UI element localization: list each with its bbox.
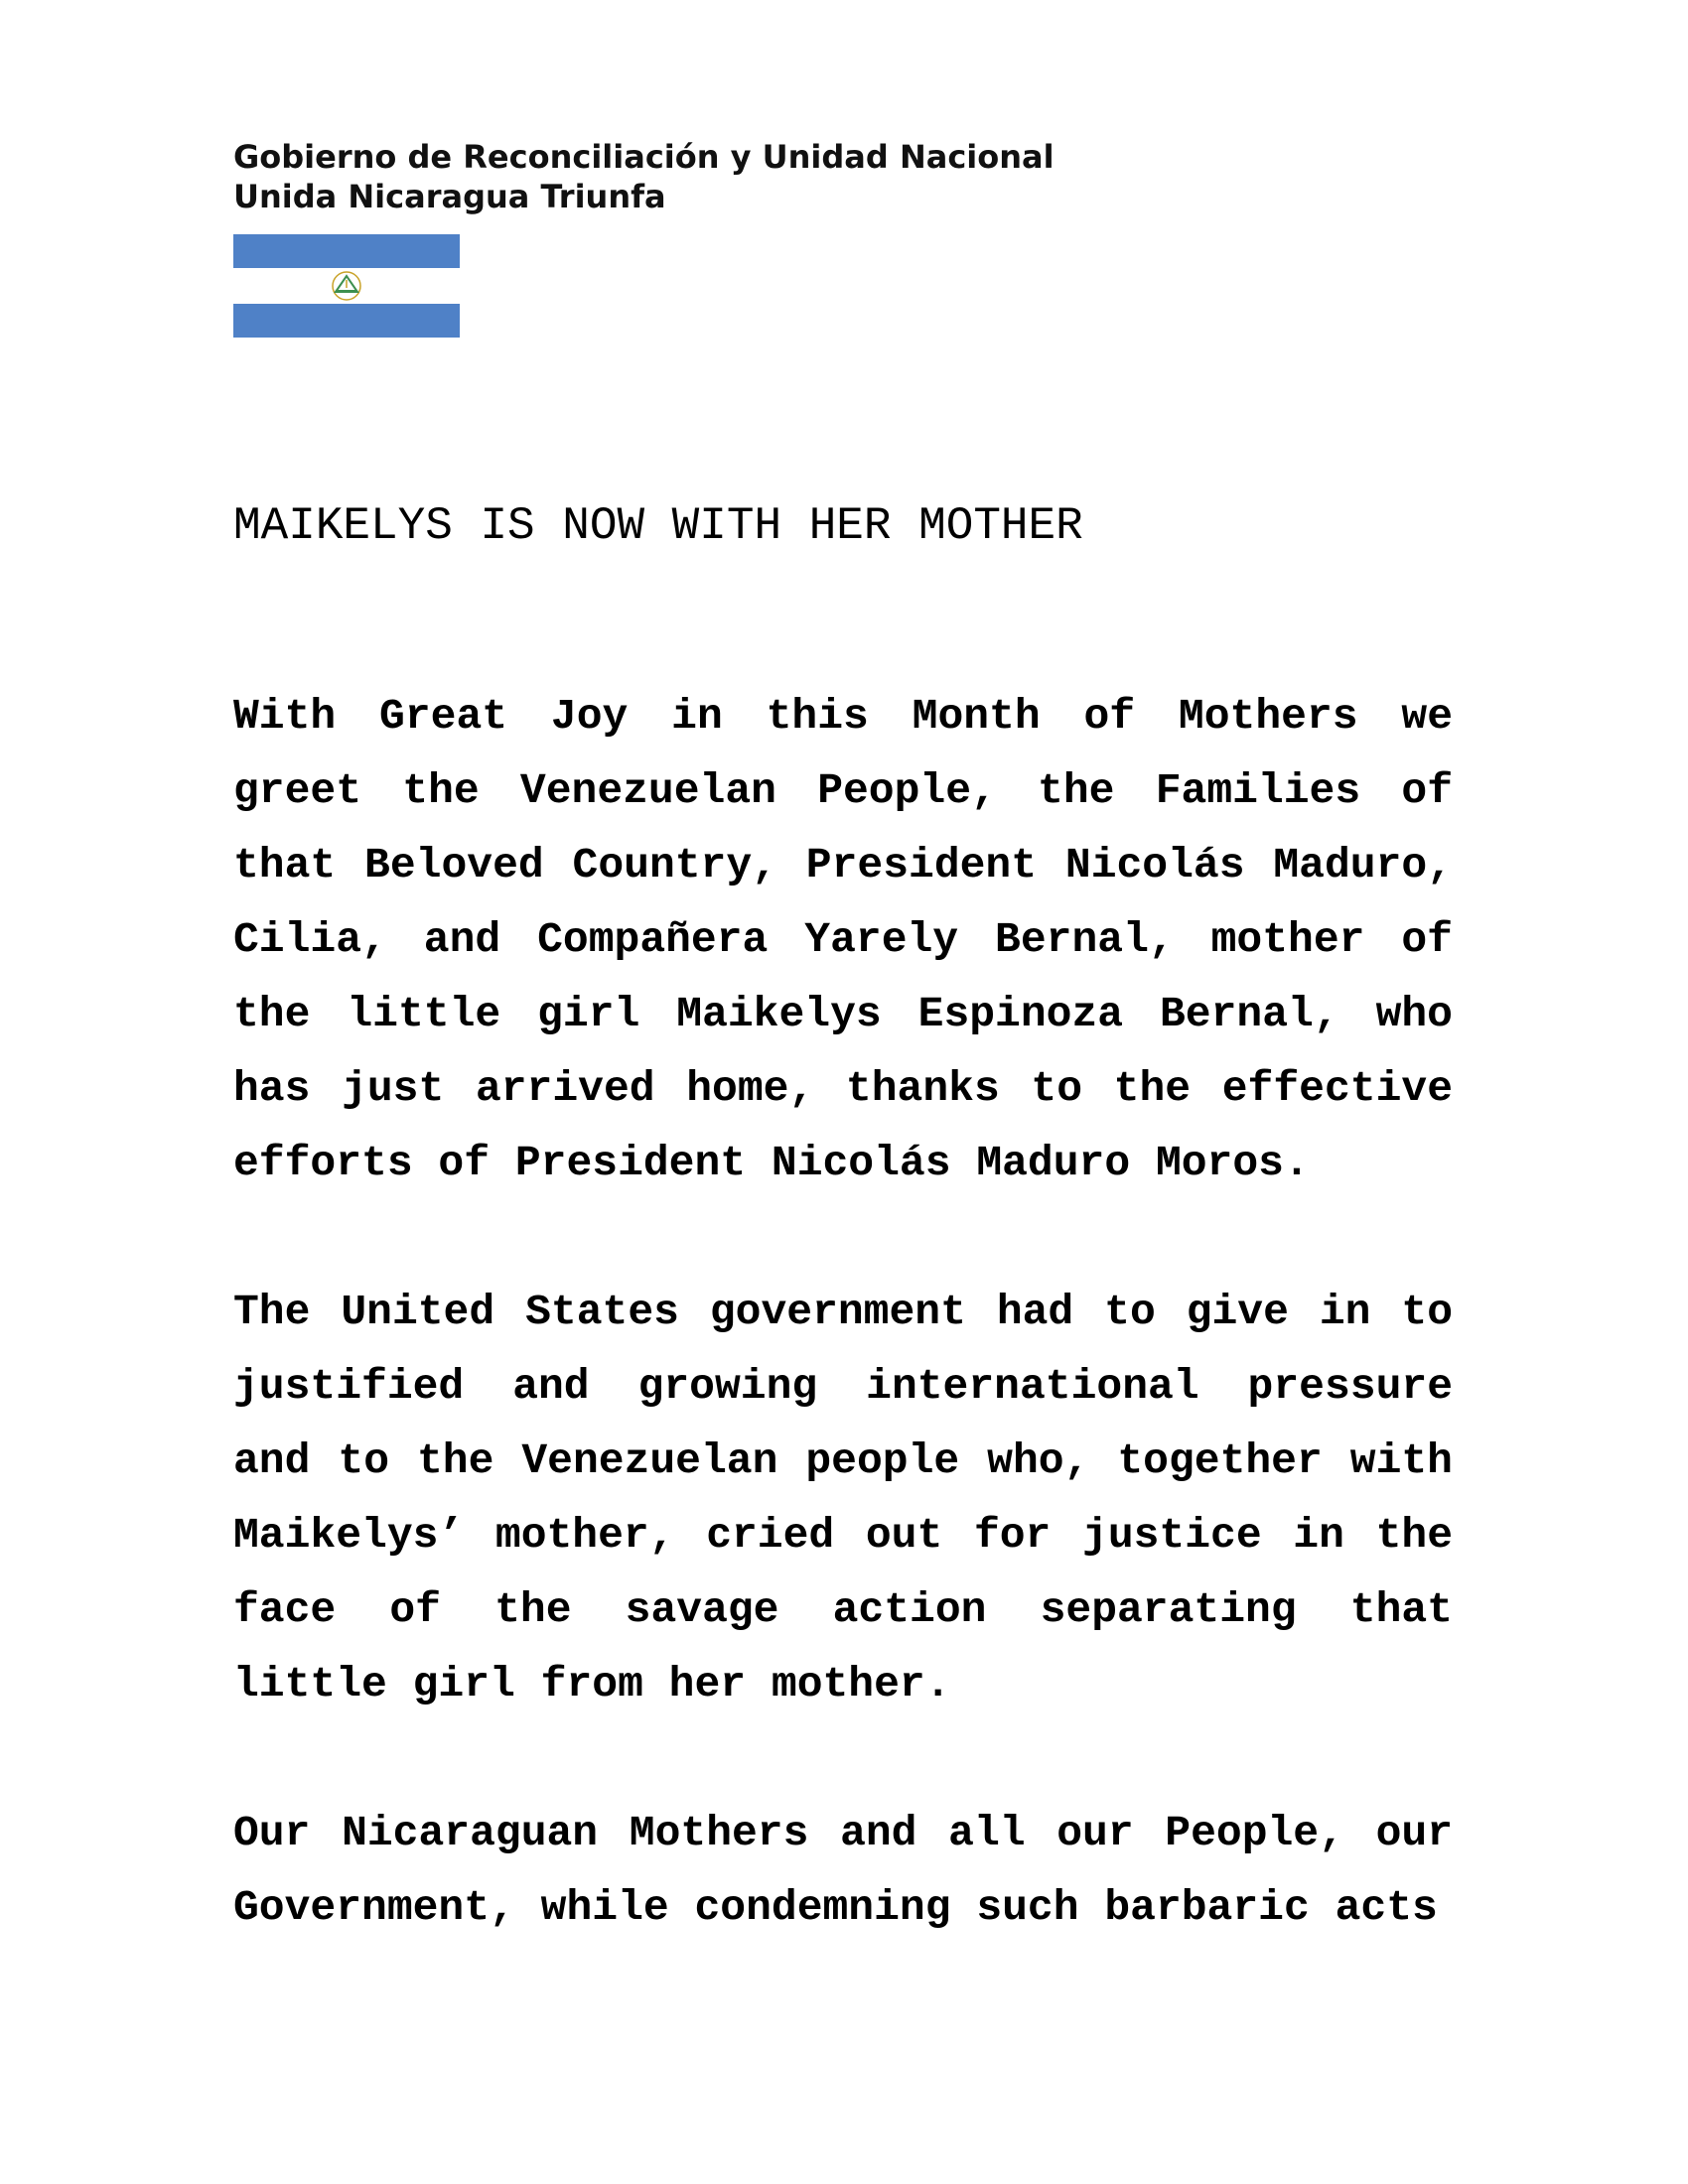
nicaragua-flag-icon <box>233 234 460 338</box>
letterhead <box>233 137 1226 216</box>
paragraph-2: The United States government had to give in to justified and growing international pressure and to the Venezuelan people who, together with Maikelys’ mother, cried out for justice in the face of the savage action separating that little girl from her mother. <box>233 1288 1453 1708</box>
flag-bottom-stripe <box>233 304 460 338</box>
government-name: Gobierno de Reconciliación y Unidad Nacional <box>233 138 1055 176</box>
document-title: MAIKELYS IS NOW WITH HER MOTHER <box>233 500 1083 552</box>
flag-top-stripe <box>233 234 460 268</box>
paragraph-1: With Great Joy in this Month of Mothers we greet the Venezuelan People, the Families of that Beloved Country, President Nicolás Maduro, Cilia, and Compañera Yarely Bernal, mother of the little girl Maikelys Espinoza Bernal, who has just arrived home, thanks to the effective efforts of President Nicolás Maduro Moros. <box>233 692 1453 1187</box>
government-slogan: Unida Nicaragua Triunfa <box>233 178 666 215</box>
paragraph-3: Our Nicaraguan Mothers and all our People, our Government, while condemning such barbaric acts <box>233 1809 1453 1932</box>
